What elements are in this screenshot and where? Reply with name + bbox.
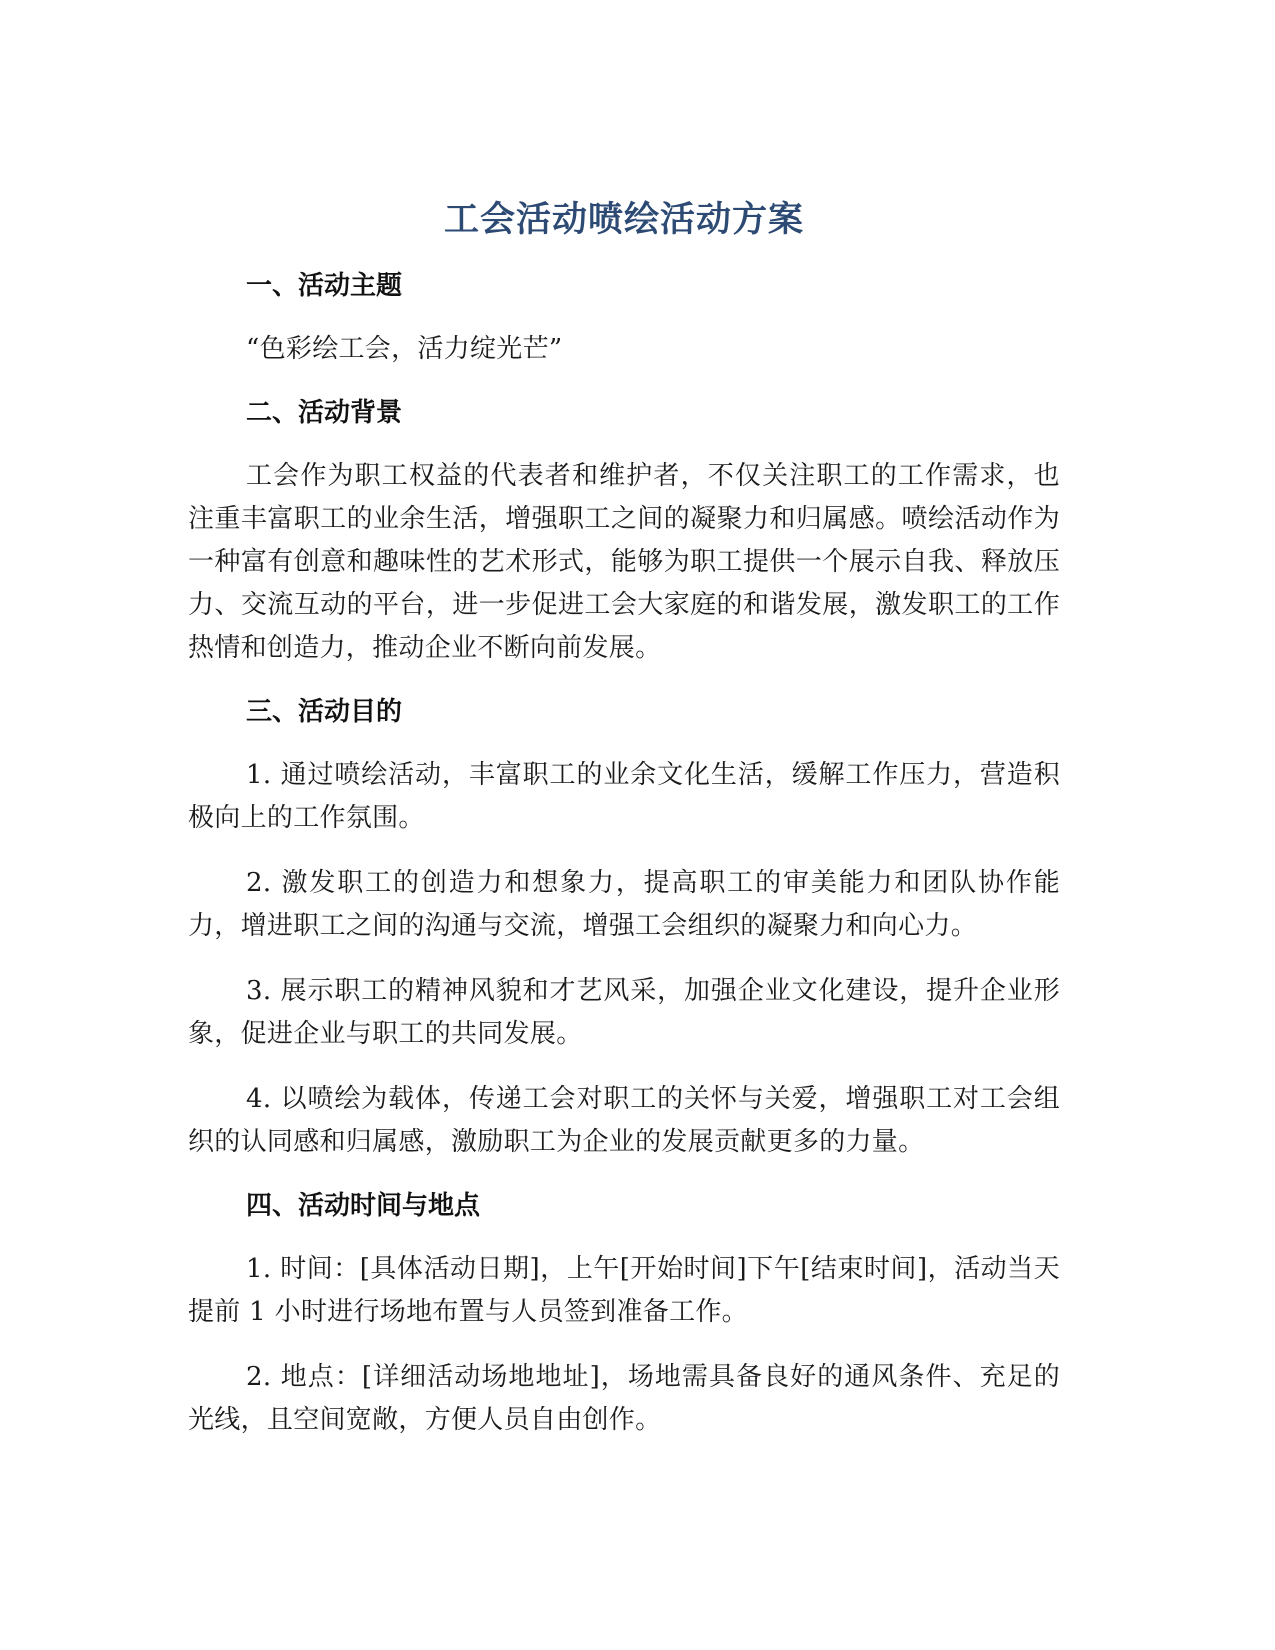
paragraph: 2. 地点：[详细活动场地地址]，场地需具备良好的通风条件、充足的光线，且空间宽敞，方便人员自由创作。 xyxy=(188,1362,1060,1435)
paragraph: 1. 通过喷绘活动，丰富职工的业余文化生活，缓解工作压力，营造积极向上的工作氛围。 xyxy=(188,760,1060,833)
section-heading: 三、活动目的 xyxy=(246,697,403,727)
document-body xyxy=(188,196,1060,1464)
document-title: 工会活动喷绘活动方案 xyxy=(443,200,804,240)
paragraph: 2. 激发职工的创造力和想象力，提高职工的审美能力和团队协作能力，增进职工之间的沟通与交流，增强工会组织的凝聚力和向心力。 xyxy=(188,868,1060,941)
section-heading: 一、活动主题 xyxy=(246,271,403,301)
section-heading: 二、活动背景 xyxy=(246,398,403,428)
paragraph: 4. 以喷绘为载体，传递工会对职工的关怀与关爱，增强职工对工会组织的认同感和归属感，激励职工为企业的发展贡献更多的力量。 xyxy=(188,1084,1060,1157)
paragraph: 1. 时间：[具体活动日期]，上午[开始时间]下午[结束时间]，活动当天提前 1 小时进行场地布置与人员签到准备工作。 xyxy=(188,1254,1060,1327)
section-heading: 四、活动时间与地点 xyxy=(246,1191,481,1221)
paragraph: 3. 展示职工的精神风貌和才艺风采，加强企业文化建设，提升企业形象，促进企业与职工的共同发展。 xyxy=(188,976,1060,1049)
paragraph: 工会作为职工权益的代表者和维护者，不仅关注职工的工作需求，也注重丰富职工的业余生活，增强职工之间的凝聚力和归属感。喷绘活动作为一种富有创意和趣味性的艺术形式，能够为职工提供一个展示自我、释放压力、交流互动的平台，进一步促进工会大家庭的和谐发展，激发职工的工作热情和创造力，推动企业不断向前发展。 xyxy=(188,461,1060,663)
paragraph: “色彩绘工会，活力绽光芒” xyxy=(246,334,563,364)
